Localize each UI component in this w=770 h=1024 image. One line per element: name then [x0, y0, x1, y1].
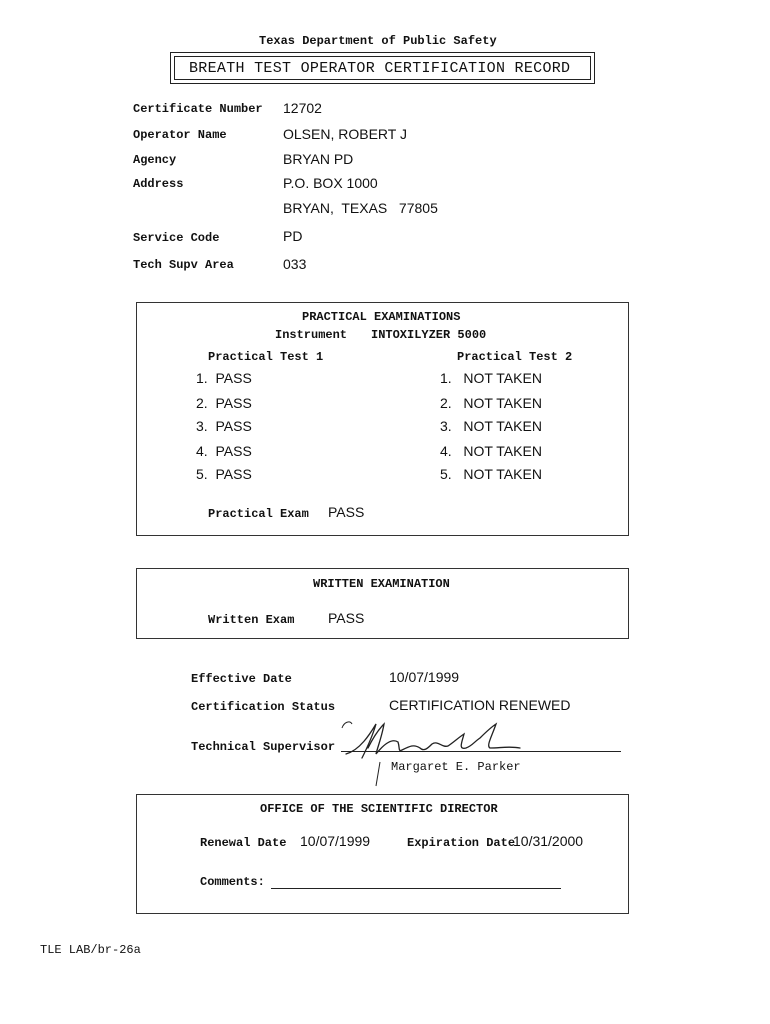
- practical-exam-title: PRACTICAL EXAMINATIONS: [302, 310, 461, 324]
- written-exam-title: WRITTEN EXAMINATION: [313, 577, 450, 591]
- office-box: [136, 794, 629, 914]
- certification-status-label: Certification Status: [191, 700, 336, 714]
- service-code: PD: [283, 228, 303, 244]
- address-line1: P.O. BOX 1000: [283, 175, 378, 191]
- operator-name: OLSEN, ROBERT J: [283, 126, 407, 142]
- office-title: OFFICE OF THE SCIENTIFIC DIRECTOR: [260, 802, 498, 816]
- agency-label: Agency: [133, 153, 177, 167]
- practical-exam-label: Practical Exam: [208, 507, 309, 521]
- practical-exam-box: [136, 302, 629, 536]
- renewal-date-label: Renewal Date: [200, 836, 287, 850]
- expiration-date: 10/31/2000: [513, 833, 584, 849]
- tech-supv-area-label: Tech Supv Area: [133, 258, 234, 272]
- comments-line: [271, 888, 561, 889]
- comments-label: Comments:: [200, 875, 265, 889]
- test1-row-2: 2. PASS: [196, 395, 252, 411]
- supervisor-signature: [340, 718, 540, 790]
- certification-status: CERTIFICATION RENEWED: [389, 697, 571, 713]
- effective-date-label: Effective Date: [191, 672, 292, 686]
- effective-date: 10/07/1999: [389, 669, 460, 685]
- test2-row-5: 5. NOT TAKEN: [440, 466, 542, 482]
- renewal-date: 10/07/1999: [300, 833, 371, 849]
- practical-test2-label: Practical Test 2: [457, 350, 573, 364]
- instrument-label: Instrument: [275, 328, 348, 342]
- operator-name-label: Operator Name: [133, 128, 227, 142]
- supervisor-name: Margaret E. Parker: [391, 760, 521, 774]
- certificate-number-label: Certificate Number: [133, 102, 263, 116]
- agency-header: Texas Department of Public Safety: [259, 34, 497, 48]
- written-exam-result: PASS: [328, 610, 365, 626]
- technical-supervisor-label: Technical Supervisor: [191, 740, 336, 754]
- test1-row-4: 4. PASS: [196, 443, 252, 459]
- address-line2: BRYAN, TEXAS 77805: [283, 200, 438, 216]
- written-exam-box: [136, 568, 629, 639]
- instrument-value: INTOXILYZER 5000: [371, 328, 487, 342]
- document-title: BREATH TEST OPERATOR CERTIFICATION RECORD: [189, 60, 571, 77]
- test2-row-4: 4. NOT TAKEN: [440, 443, 542, 459]
- test2-row-1: 1. NOT TAKEN: [440, 370, 542, 386]
- expiration-date-label: Expiration Date: [407, 836, 516, 850]
- test1-row-3: 3. PASS: [196, 418, 252, 434]
- tech-supv-area: 033: [283, 256, 307, 272]
- title-frame: [170, 52, 595, 84]
- form-code: TLE LAB/br-26a: [40, 943, 141, 957]
- address-label: Address: [133, 177, 184, 191]
- test2-row-3: 3. NOT TAKEN: [440, 418, 542, 434]
- practical-test1-label: Practical Test 1: [208, 350, 324, 364]
- certificate-number: 12702: [283, 100, 322, 116]
- service-code-label: Service Code: [133, 231, 220, 245]
- written-exam-label: Written Exam: [208, 613, 295, 627]
- test1-row-1: 1. PASS: [196, 370, 252, 386]
- practical-exam-result: PASS: [328, 504, 365, 520]
- agency-value: BRYAN PD: [283, 151, 354, 167]
- test1-row-5: 5. PASS: [196, 466, 252, 482]
- test2-row-2: 2. NOT TAKEN: [440, 395, 542, 411]
